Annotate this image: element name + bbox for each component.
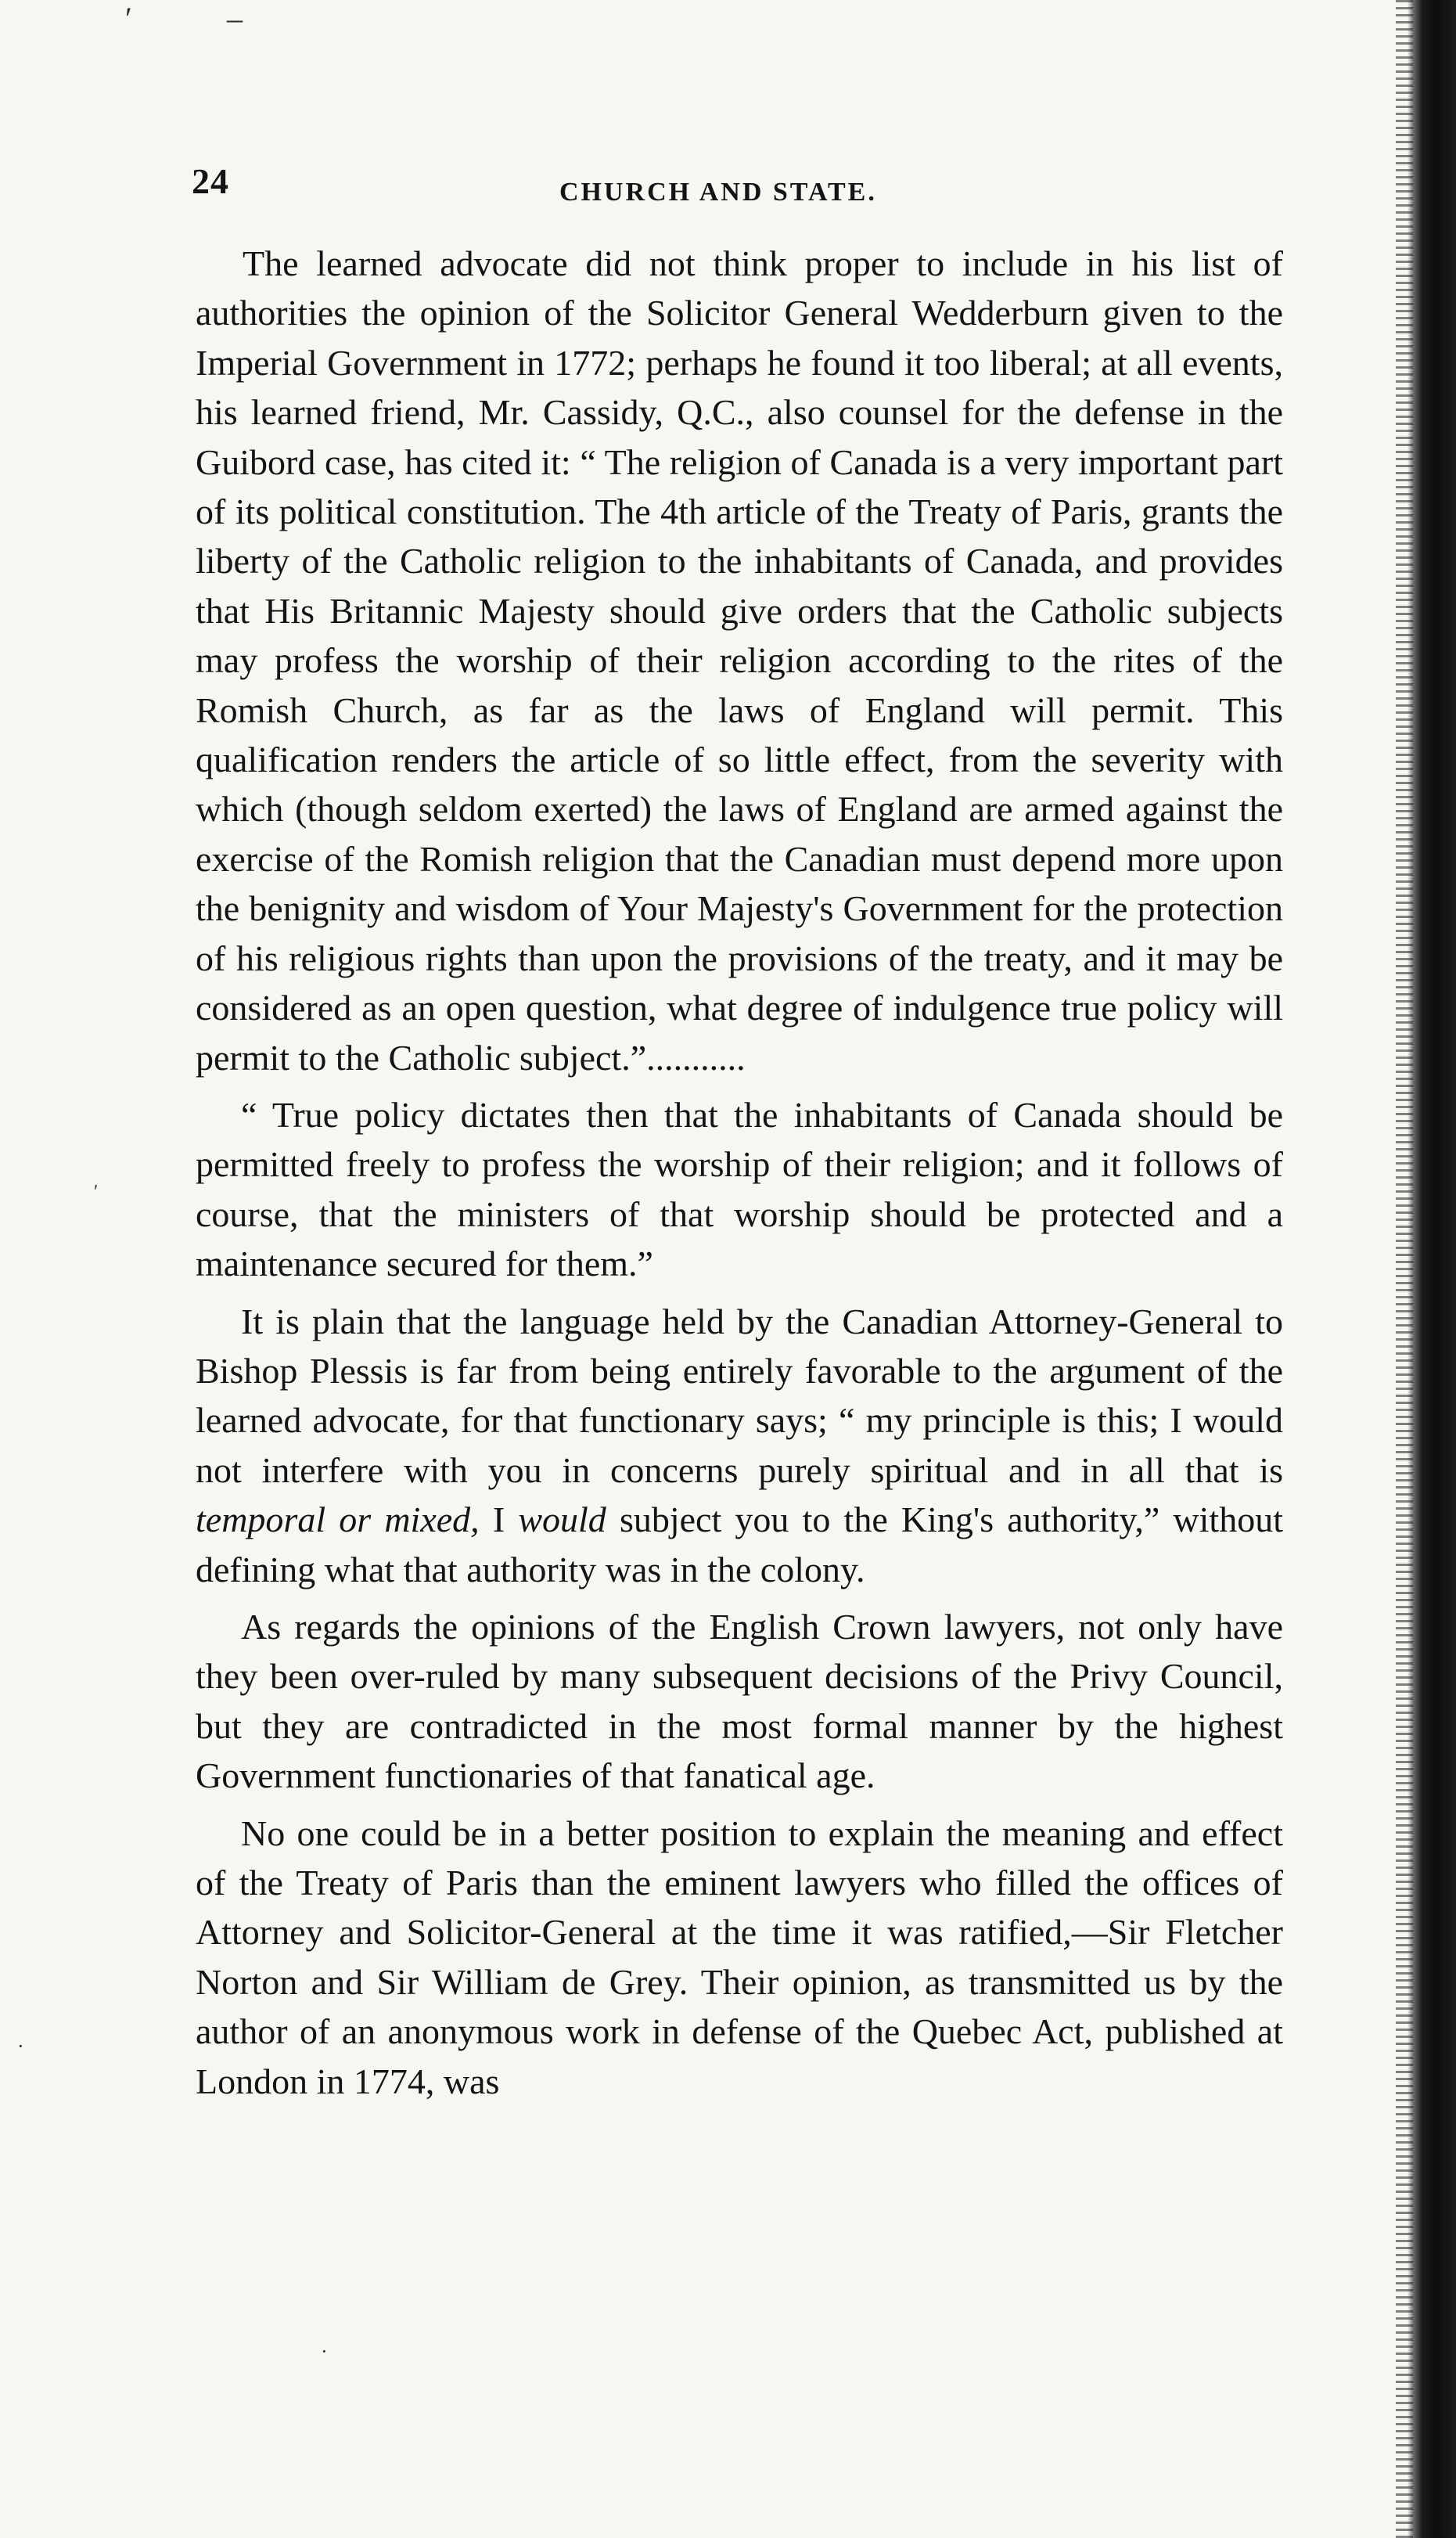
running-title: CHURCH AND STATE.: [559, 178, 877, 207]
scan-mark: –: [227, 1, 243, 36]
paragraph: No one could be in a better position to explain the meaning and effect of the Treaty of Paris than the eminent lawyers who filled the offices of Attorney and Solicitor-General at the time it was ratified,—Sir Fletcher Norton and Sir William de Grey. Their opinion, as transmitted us by the author of an anonymous work in defense of the Quebec Act, published at London in 1774, was: [196, 1813, 1283, 2101]
paragraph-text: It is plain that the language held by the Canadian Attorney-General to Bishop Plessis is far from being entirely favorable to the argument of the learned advocate, for that functionary says; “ my principle is this; I would not interfere with you in concerns purely spiritual and in all that is: [196, 1301, 1283, 1490]
italic-phrase: temporal or mixed,: [196, 1499, 480, 1540]
paragraph: The learned advocate did not think proper to include in his list of authorities the opinion of the Solicitor General Wedderburn given to the Imperial Government in 1772; perhaps he found it too liberal; at all events, his learned friend, Mr. Cassidy, Q.C., also counsel for the defense in the Guibord case, has cited it: “ The religion of Canada is a very important part of its political constitution. The 4th article of the Treaty of Paris, grants the liberty of the Catholic religion to the inhabitants of Canada, and provides that His Britannic Majesty should give orders that the Catholic subjects may profess the worship of their religion according to the rites of the Romish Church, as far as the laws of England will permit. This qualification renders the article of so little effect, from the severity with which (though seldom exerted) the laws of England are armed against the exercise of the Romish religion that the Canadian must depend more upon the benignity and wisdom of Your Majesty's Government for the protection of his religious rights than upon the provisions of the treaty, and it may be considered as an open question, what degree of indulgence true policy will permit to the Catholic subject.”...........: [196, 243, 1283, 1078]
running-head: [192, 160, 1287, 215]
paragraph: “ True policy dictates then that the inhabitants of Canada should be permitted freely to profess the worship of their religion; and it follows of course, that the ministers of that worship should be protected and a maintenance secured for them.”: [196, 1094, 1283, 1284]
scan-mark: ·: [17, 2035, 24, 2057]
page-binding-edge: [1407, 0, 1456, 2538]
scan-mark: ʹ: [125, 1, 132, 36]
paragraph: [196, 1297, 1283, 1594]
paragraph-text: I: [479, 1499, 519, 1540]
page-binding-shadow: [1396, 0, 1413, 2538]
paragraph: As regards the opinions of the English Crown lawyers, not only have they been over-ruled by many subsequent decisions of the Privy Council, but they are contradicted in the most formal manner by the highest Government functionaries of that fanatical age.: [196, 1606, 1283, 1796]
scan-mark: ·: [321, 2340, 328, 2363]
italic-word: would: [518, 1499, 606, 1540]
scan-mark: ʹ: [94, 1182, 99, 1202]
body-text: [196, 239, 1283, 2114]
page-number: 24: [192, 161, 229, 201]
paragraph-text: subject you to the King's authority,” without defining what that authority was in the colony.: [196, 1499, 1283, 1589]
